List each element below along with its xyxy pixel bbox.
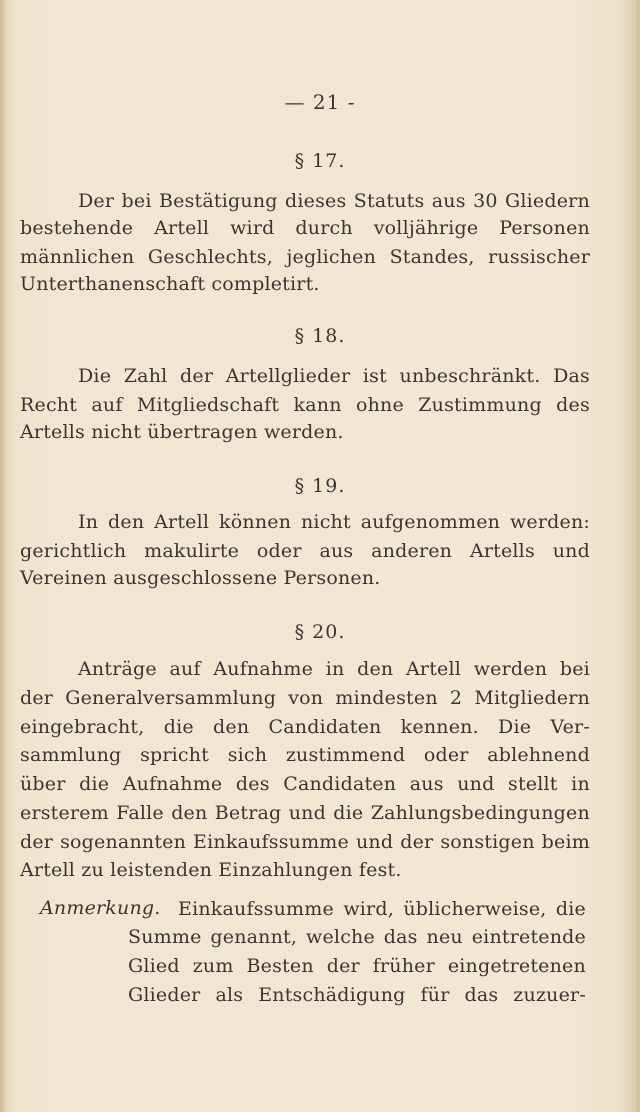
word: unbeschränkt. — [399, 365, 541, 387]
word: Glied — [128, 955, 180, 977]
word: die — [555, 898, 586, 920]
word: der — [20, 831, 54, 853]
paragraph-line — [20, 743, 590, 767]
word: von — [288, 687, 324, 709]
word: zustimmend — [285, 744, 406, 766]
paragraph-line-last: Vereinen ausgeschlossene Personen. — [20, 567, 381, 589]
word: aufgenommen — [360, 511, 501, 533]
word: und — [552, 540, 590, 562]
word: der — [400, 831, 434, 853]
word: zum — [192, 955, 234, 977]
word: aus — [319, 540, 354, 562]
word: oder — [423, 744, 469, 766]
paragraph-line — [20, 393, 590, 417]
word: auf — [91, 394, 123, 416]
word: auf — [169, 658, 201, 680]
word: wird, — [343, 898, 394, 920]
section-heading-20: § 20. — [294, 621, 346, 643]
word: nicht — [301, 511, 351, 533]
word: Einkaufssumme — [193, 831, 349, 853]
word: Statuts — [353, 190, 425, 212]
note-label: Anmerkung. — [40, 897, 161, 919]
word: für — [420, 984, 450, 1006]
word: können — [219, 511, 292, 533]
word: Bestätigung — [158, 190, 278, 212]
word: stellt — [508, 773, 558, 795]
word: sogenannten — [60, 831, 187, 853]
paragraph-line — [20, 801, 590, 825]
word: Personen — [499, 217, 590, 239]
word: neu — [426, 926, 463, 948]
word: den — [171, 802, 208, 824]
paragraph-line — [20, 245, 590, 269]
word: in — [571, 773, 590, 795]
word: üblicherweise, — [403, 898, 547, 920]
note-line — [178, 897, 586, 921]
word: dieses — [284, 190, 347, 212]
word: die — [333, 802, 364, 824]
word: russischer — [488, 246, 590, 268]
paragraph-line — [78, 364, 590, 388]
word: als — [215, 984, 244, 1006]
word: Das — [553, 365, 590, 387]
word: Generalversammlung — [65, 687, 277, 709]
word: Besten — [246, 955, 314, 977]
word: eintretende — [471, 926, 586, 948]
paragraph-line — [20, 715, 590, 739]
word: eingetretenen — [447, 955, 586, 977]
word: spricht — [140, 744, 210, 766]
word: welche — [306, 926, 375, 948]
word: volljährige — [373, 217, 479, 239]
section-heading-17: § 17. — [294, 150, 346, 172]
word: Der — [78, 190, 115, 212]
page-number: — 21 - — [284, 90, 356, 114]
word: mindesten — [335, 687, 438, 709]
word: Candidaten — [283, 773, 397, 795]
word: Die — [78, 365, 112, 387]
word: in — [325, 658, 345, 680]
note-line — [128, 925, 586, 949]
word: der — [180, 365, 214, 387]
word: Summe — [128, 926, 202, 948]
word: Aufnahme — [122, 773, 223, 795]
word: sammlung — [20, 744, 122, 766]
word: jeglichen — [286, 246, 377, 268]
word: Mitgliedern — [474, 687, 590, 709]
word: wird — [230, 217, 275, 239]
word: Betrag — [214, 802, 282, 824]
word: kennen. — [400, 716, 479, 738]
word: das — [464, 984, 499, 1006]
word: den — [357, 658, 394, 680]
word: ist — [362, 365, 387, 387]
word: über — [20, 773, 66, 795]
word: den — [108, 511, 145, 533]
word: Einkaufssumme — [178, 898, 334, 920]
section-heading-18: § 18. — [294, 325, 346, 347]
word: ohne — [355, 394, 404, 416]
word: sonstigen — [440, 831, 535, 853]
paragraph-line — [20, 830, 590, 854]
paragraph-line — [20, 539, 590, 563]
word: des — [556, 394, 590, 416]
word: Standes, — [389, 246, 475, 268]
word: makulirte — [144, 540, 240, 562]
word: zuzuer- — [513, 984, 586, 1006]
word: früher — [372, 955, 435, 977]
word: des — [235, 773, 270, 795]
word: der — [326, 955, 360, 977]
word: das — [383, 926, 418, 948]
word: Artells — [469, 540, 535, 562]
word: Artell — [154, 511, 210, 533]
word: sich — [227, 744, 268, 766]
word: und — [355, 831, 394, 853]
word: und — [288, 802, 326, 824]
word: gerichtlich — [20, 540, 127, 562]
word: oder — [256, 540, 302, 562]
word: die — [163, 716, 194, 738]
word: Artell — [154, 217, 210, 239]
word: Artellglieder — [225, 365, 351, 387]
word: Entschädigung — [258, 984, 406, 1006]
note-line — [128, 954, 586, 978]
section-heading-19: § 19. — [294, 475, 346, 497]
word: Mitgliedschaft — [136, 394, 280, 416]
word: beim — [541, 831, 590, 853]
word: 30 — [473, 190, 498, 212]
paragraph-line — [20, 686, 590, 710]
word: kann — [293, 394, 342, 416]
word: den — [213, 716, 250, 738]
paragraph-line — [20, 216, 590, 240]
note-line — [128, 983, 586, 1007]
word: Falle — [116, 802, 164, 824]
word: der — [20, 687, 54, 709]
word: Zahl — [123, 365, 168, 387]
word: bei — [559, 658, 590, 680]
word: bestehende — [20, 217, 134, 239]
word: genannt, — [210, 926, 298, 948]
word: Zahlungsbedingungen — [370, 802, 590, 824]
word: aus — [409, 773, 444, 795]
paragraph-line — [20, 772, 590, 796]
word: ersterem — [20, 802, 109, 824]
word: Glieder — [128, 984, 201, 1006]
word: die — [79, 773, 110, 795]
word: werden: — [509, 511, 590, 533]
word: männlichen — [20, 246, 135, 268]
word: Aufnahme — [213, 658, 314, 680]
word: Ver- — [550, 716, 590, 738]
paragraph-line — [78, 189, 590, 213]
word: durch — [295, 217, 353, 239]
paragraph-line — [78, 657, 590, 681]
word: aus — [431, 190, 466, 212]
paragraph-line-last: Artell zu leistenden Einzahlungen fest. — [20, 859, 402, 881]
word: Geschlechts, — [147, 246, 273, 268]
word: In — [78, 511, 99, 533]
word: bei — [121, 190, 152, 212]
word: eingebracht, — [20, 716, 145, 738]
word: Recht — [20, 394, 78, 416]
word: werden — [473, 658, 548, 680]
word: anderen — [371, 540, 453, 562]
word: 2 — [449, 687, 463, 709]
word: Gliedern — [505, 190, 590, 212]
word: Anträge — [78, 658, 157, 680]
word: Zustimmung — [418, 394, 542, 416]
paragraph-line-last: Unterthanenschaft completirt. — [20, 273, 320, 295]
word: ablehnend — [487, 744, 590, 766]
paragraph-line — [78, 510, 590, 534]
word: und — [457, 773, 495, 795]
paragraph-line-last: Artells nicht übertragen werden. — [20, 421, 344, 443]
word: Artell — [406, 658, 462, 680]
word: Candidaten — [268, 716, 382, 738]
word: Die — [498, 716, 532, 738]
